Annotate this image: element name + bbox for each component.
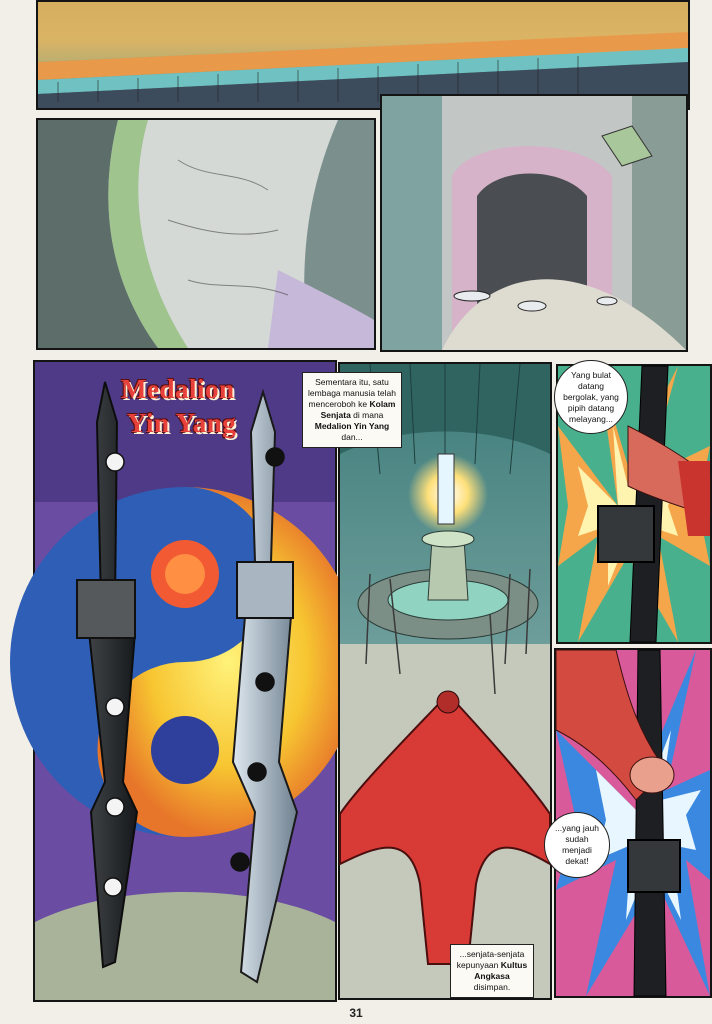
panel-stone-hall [36,118,376,350]
caption-weapons [450,944,534,998]
panel-hand-burst-bottom [554,648,712,998]
title-yin-yang: Yin Yang [127,408,237,438]
doorway-art [382,96,686,350]
panel-medalion-yin-yang [33,360,337,1002]
speech-bubble-bottom: ...yang jauh sudah menjadi dekat! [544,812,610,878]
caption-meanwhile-text-2: di mana [350,410,384,420]
page-number: 31 [349,1006,363,1020]
caption-weapons-text-1: ...senjata-senjata kepunyaan [456,949,525,970]
caption-medalion-yin-yang: Medalion Yin Yang [314,421,390,431]
caption-meanwhile-text-3: dan... [341,432,363,442]
caption-weapons-text-2: disimpan. [473,982,511,992]
caption-kultus-angkasa: Kultus Angkasa [474,960,528,981]
caption-meanwhile [302,372,402,448]
weapon-pool-art [340,364,550,998]
speech-bubble-top: Yang bulat datang bergolak, yang pipih datang melayang... [554,360,628,434]
caption-meanwhile-text-1: Sementara itu, satu lembaga manusia telah menceroboh ke [308,377,396,409]
panel-hand-burst-top [556,364,712,644]
panel-weapon-pool [308,362,552,1000]
title-medalion: Medalion [121,374,235,404]
stone-hall-art [38,120,374,348]
ceiling-art [38,2,688,108]
panel-doorway [380,94,688,352]
yin-yang-blades-art [35,362,335,1000]
caption-kolam-senjata: Kolam Senjata [320,399,396,420]
